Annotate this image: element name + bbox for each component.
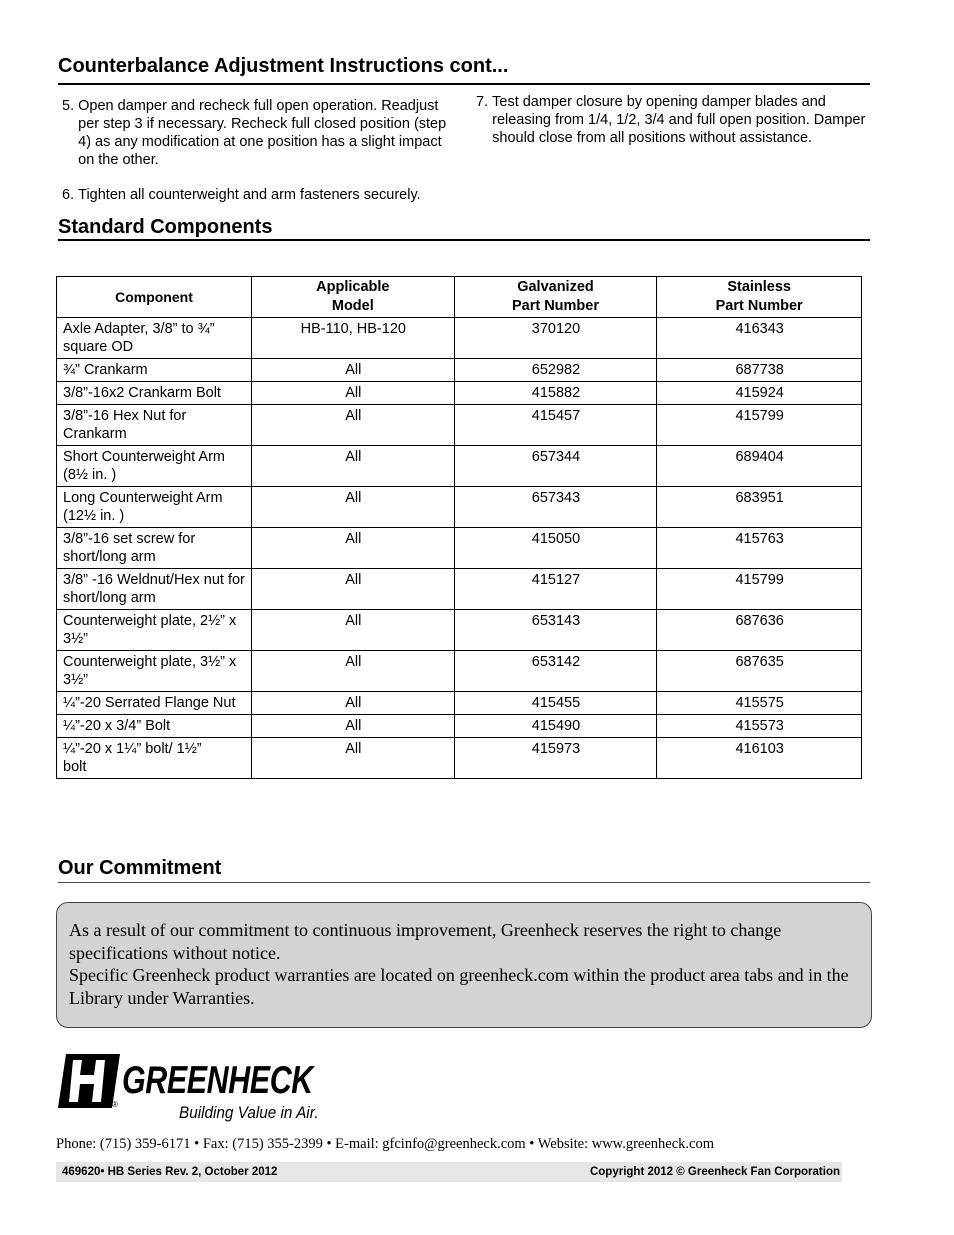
contact-info: Phone: (715) 359-6171 • Fax: (715) 355-2399 • E-mail: gfcinfo@greenheck.com • Website: www.greenheck.com <box>56 1136 715 1152</box>
cell-component: Long Counterweight Arm (12½ in. ) <box>57 487 252 528</box>
logo-tagline: Building Value in Air. <box>179 1103 319 1122</box>
registered-mark: ® <box>112 1100 118 1109</box>
cell-model: HB-110, HB-120 <box>251 318 454 359</box>
table-header-row <box>57 277 862 318</box>
copyright: Copyright 2012 © Greenheck Fan Corporation <box>589 1166 840 1178</box>
cell-model: All <box>251 359 454 382</box>
cell-model: All <box>251 528 454 569</box>
steps-left-column <box>62 97 457 204</box>
cell-model: All <box>251 651 454 692</box>
cell-model: All <box>251 487 454 528</box>
section-title-standard-components: Standard Components <box>58 216 273 238</box>
section-title-commitment: Our Commitment <box>58 857 222 879</box>
cell-galvanized: 415490 <box>454 715 657 738</box>
cell-stainless: 415799 <box>657 569 862 610</box>
logo-wordmark: GREENHECK <box>122 1059 313 1102</box>
cell-component: ¾” Crankarm <box>57 359 252 382</box>
cell-component: Short Counterweight Arm (8½ in. ) <box>57 446 252 487</box>
table-row <box>57 692 862 715</box>
cell-model: All <box>251 382 454 405</box>
table-row <box>57 382 862 405</box>
table-row <box>57 359 862 382</box>
section-divider <box>58 882 870 883</box>
table-row <box>57 738 862 779</box>
step-text: Open damper and recheck full open operation. Readjust per step 3 if necessary. Recheck full closed position (step 4) as any modification at one position has a slight impact on the other. <box>78 98 447 168</box>
components-table <box>56 276 862 779</box>
cell-model: All <box>251 692 454 715</box>
section-divider <box>58 239 870 241</box>
steps-right-column <box>476 93 866 147</box>
section-divider <box>58 83 870 85</box>
table-row <box>57 569 862 610</box>
cell-stainless: 687635 <box>657 651 862 692</box>
section-title-counterbalance: Counterbalance Adjustment Instructions cont... <box>58 55 509 77</box>
warranty-text: Specific Greenheck product warranties are located on greenheck.com within the product area tabs and in the Library under Warranties. <box>69 965 849 1008</box>
step-number: 7. <box>476 94 493 110</box>
cell-stainless: 687636 <box>657 610 862 651</box>
commitment-text: As a result of our commitment to continuous improvement, Greenheck reserves the right to change specifications without notice. <box>69 920 782 963</box>
cell-galvanized: 370120 <box>454 318 657 359</box>
cell-galvanized: 415882 <box>454 382 657 405</box>
table-row <box>57 528 862 569</box>
cell-model: All <box>251 405 454 446</box>
cell-galvanized: 657343 <box>454 487 657 528</box>
step-text: Test damper closure by opening damper blades and releasing from 1/4, 1/2, 3/4 and full open position. Damper should close from all positions without assistance. <box>492 94 866 146</box>
cell-model: All <box>251 446 454 487</box>
cell-galvanized: 415973 <box>454 738 657 779</box>
cell-component: 3/8”-16 Hex Nut for Crankarm <box>57 405 252 446</box>
cell-galvanized: 653142 <box>454 651 657 692</box>
cell-stainless: 416103 <box>657 738 862 779</box>
cell-component: ¼”-20 Serrated Flange Nut <box>57 692 252 715</box>
cell-model: All <box>251 569 454 610</box>
table-row <box>57 446 862 487</box>
cell-component: Counterweight plate, 2½” x 3½” <box>57 610 252 651</box>
cell-stainless: 416343 <box>657 318 862 359</box>
cell-component: ¼”-20 x 3/4” Bolt <box>57 715 252 738</box>
cell-galvanized: 653143 <box>454 610 657 651</box>
cell-component: Counterweight plate, 3½” x 3½” <box>57 651 252 692</box>
table-row <box>57 651 862 692</box>
cell-model: All <box>251 715 454 738</box>
cell-model: All <box>251 738 454 779</box>
cell-stainless: 415799 <box>657 405 862 446</box>
cell-stainless: 415573 <box>657 715 862 738</box>
cell-component: Axle Adapter, 3/8” to ¾” square OD <box>57 318 252 359</box>
cell-stainless: 415575 <box>657 692 862 715</box>
step-number: 5. <box>62 98 79 114</box>
cell-galvanized: 415127 <box>454 569 657 610</box>
table-row <box>57 487 862 528</box>
cell-galvanized: 415455 <box>454 692 657 715</box>
table-row <box>57 610 862 651</box>
greenheck-logo-icon <box>56 1054 120 1108</box>
cell-component: 3/8”-16x2 Crankarm Bolt <box>57 382 252 405</box>
cell-stainless: 415763 <box>657 528 862 569</box>
cell-component: ¼”-20 x 1¼” bolt/ 1½” bolt <box>57 738 252 779</box>
table-row <box>57 405 862 446</box>
col-header-stainless: Stainless Part Number <box>657 277 862 318</box>
col-header-model: Applicable Model <box>251 277 454 318</box>
table-row <box>57 715 862 738</box>
cell-stainless: 683951 <box>657 487 862 528</box>
cell-galvanized: 415457 <box>454 405 657 446</box>
cell-stainless: 415924 <box>657 382 862 405</box>
col-header-galvanized: Galvanized Part Number <box>454 277 657 318</box>
step-number: 6. <box>62 187 79 203</box>
commitment-box <box>56 902 872 1028</box>
step-6 <box>62 186 457 204</box>
cell-galvanized: 652982 <box>454 359 657 382</box>
cell-galvanized: 657344 <box>454 446 657 487</box>
cell-component: 3/8” -16 Weldnut/Hex nut for short/long arm <box>57 569 252 610</box>
cell-component: 3/8”-16 set screw for short/long arm <box>57 528 252 569</box>
cell-model: All <box>251 610 454 651</box>
col-header-component: Component <box>57 277 252 318</box>
cell-stainless: 689404 <box>657 446 862 487</box>
step-7 <box>476 93 866 147</box>
cell-stainless: 687738 <box>657 359 862 382</box>
footer-bar <box>56 1162 842 1182</box>
cell-galvanized: 415050 <box>454 528 657 569</box>
table-row <box>57 318 862 359</box>
document-number: 469620• HB Series Rev. 2, October 2012 <box>62 1166 278 1178</box>
step-5 <box>62 97 457 169</box>
step-text: Tighten all counterweight and arm fasteners securely. <box>78 187 421 203</box>
